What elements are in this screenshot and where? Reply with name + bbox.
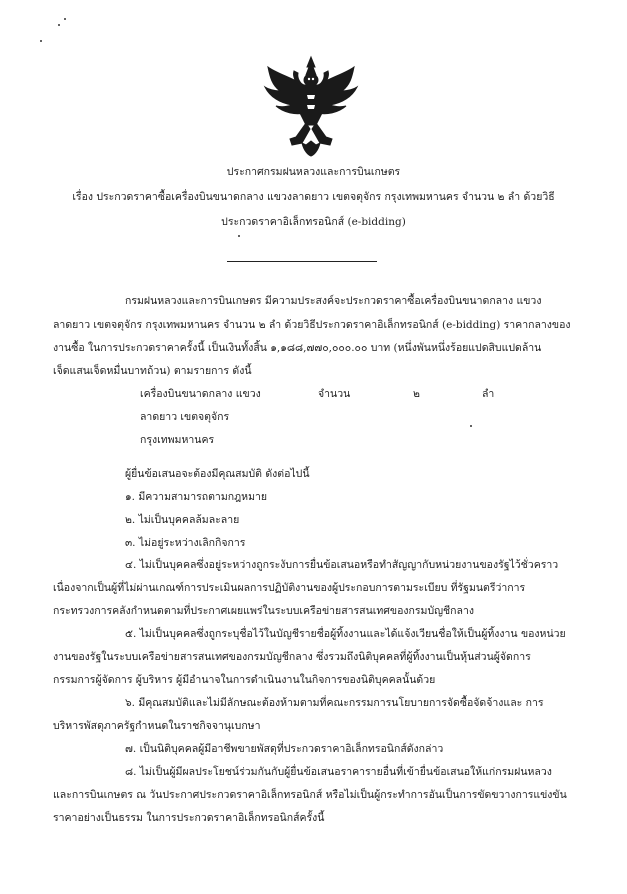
qualification-item: ๔. ไม่เป็นบุคคลซึ่งอยู่ระหว่างถูกระงับการยื่นข้อเสนอหรือทำสัญญากับหน่วยงานของรัฐไว้ชั่วคราว (125, 559, 559, 571)
intro-paragraph-line: กรมฝนหลวงและการบินเกษตร มีความประสงค์จะประกวดราคาซื้อเครื่องบินขนาดกลาง แขวง (125, 295, 542, 307)
qualification-item: ๖. มีคุณสมบัติและไม่มีลักษณะต้องห้ามตามที่คณะกรรมการนโยบายการจัดซื้อจัดจ้างและ การ (125, 697, 544, 709)
title-divider (227, 261, 377, 262)
item-quantity: ๒ (413, 388, 420, 400)
qualification-heading: ผู้ยื่นข้อเสนอจะต้องมีคุณสมบัติ ดังต่อไปนี้ (125, 468, 310, 480)
qualification-item-continued: กรรมการผู้จัดการ ผู้บริหาร ผู้มีอำนาจในการดำเนินงานในกิจการของนิติบุคคลนั้นด้วย (53, 674, 436, 686)
qualification-item-continued: งานของรัฐในระบบเครือข่ายสารสนเทศของกรมบัญชีกลาง ซึ่งรวมถึงนิติบุคคลที่ผู้ทิ้งงานเป็นหุ้นส่วนผู้จัดการ (53, 651, 531, 663)
scan-speck (40, 40, 42, 42)
qualification-item-continued: และการบินเกษตร ณ วันประกาศประกวดราคาอิเล็กทรอนิกส์ หรือไม่เป็นผู้กระทำการอันเป็นการขัดขวางการแข่งขัน (53, 789, 567, 801)
item-unit: ลำ (482, 388, 495, 400)
scan-speck (58, 24, 60, 26)
qualification-item-continued: กระทรวงการคลังกำหนดตามที่ประกาศเผยแพร่ในระบบเครือข่ายสารสนเทศของกรมบัญชีกลาง (53, 605, 474, 617)
item-name: เครื่องบินขนาดกลาง แขวง (140, 388, 261, 400)
qualification-item-continued: เนื่องจากเป็นผู้ที่ไม่ผ่านเกณฑ์การประเมินผลการปฏิบัติงานของผู้ประกอบการตามระเบียบ ที่รัฐมนตรีว่าการ (53, 582, 526, 594)
qualification-item: ๒. ไม่เป็นบุคคลล้มละลาย (125, 514, 240, 526)
scan-speck (470, 425, 472, 427)
announcement-title: ประกาศกรมฝนหลวงและการบินเกษตร (226, 166, 401, 178)
scan-speck (64, 18, 66, 20)
intro-paragraph-line: เจ็ดแสนเจ็ดหมื่นบาทถ้วน) ตามรายการ ดังนี้ (53, 365, 252, 377)
subject-line: เรื่อง ประกวดราคาซื้อเครื่องบินขนาดกลาง แขวงลาดยาว เขตจตุจักร กรุงเทพมหานคร จำนวน ๒ ลำ ด้วยวิธี (72, 191, 555, 203)
subject-line-continued: ประกวดราคาอิเล็กทรอนิกส์ (e-bidding) (221, 216, 406, 228)
scan-speck (238, 235, 240, 237)
qualification-item: ๘. ไม่เป็นผู้มีผลประโยชน์ร่วมกันกับผู้ยื่นข้อเสนอราคารายอื่นที่เข้ายื่นข้อเสนอให้แก่กรมฝนหลวง (125, 766, 552, 778)
item-name: ลาดยาว เขตจตุจักร (140, 411, 230, 423)
garuda-emblem-icon (262, 55, 360, 157)
qualification-item-continued: บริหารพัสดุภาครัฐกำหนดในราชกิจจานุเบกษา (53, 720, 261, 732)
item-quantity-label: จำนวน (318, 388, 351, 400)
intro-paragraph-line: ลาดยาว เขตจตุจักร กรุงเทพมหานคร จำนวน ๒ ลำ ด้วยวิธีประกวดราคาอิเล็กทรอนิกส์ (e-bidding) ราคากลางของ (53, 319, 571, 331)
item-name: กรุงเทพมหานคร (140, 434, 215, 446)
qualification-item: ๕. ไม่เป็นบุคคลซึ่งถูกระบุชื่อไว้ในบัญชีรายชื่อผู้ทิ้งงานและได้แจ้งเวียนชื่อให้เป็นผู้ทิ้งงาน ของหน่วย (125, 628, 566, 640)
qualification-item-continued: ราคาอย่างเป็นธรรม ในการประกวดราคาอิเล็กทรอนิกส์ครั้งนี้ (53, 812, 325, 824)
intro-paragraph-line: งานซื้อ ในการประกวดราคาครั้งนี้ เป็นเงินทั้งสิ้น ๑,๑๘๘,๗๗๐,๐๐๐.๐๐ บาท (หนึ่งพันหนึ่งร้อยแปดสิบแปดล้าน (53, 342, 542, 354)
qualification-item: ๑. มีความสามารถตามกฎหมาย (125, 491, 268, 503)
qualification-item: ๓. ไม่อยู่ระหว่างเลิกกิจการ (125, 537, 246, 549)
qualification-item: ๗. เป็นนิติบุคคลผู้มีอาชีพขายพัสดุที่ประกวดราคาอิเล็กทรอนิกส์ดังกล่าว (125, 743, 444, 755)
